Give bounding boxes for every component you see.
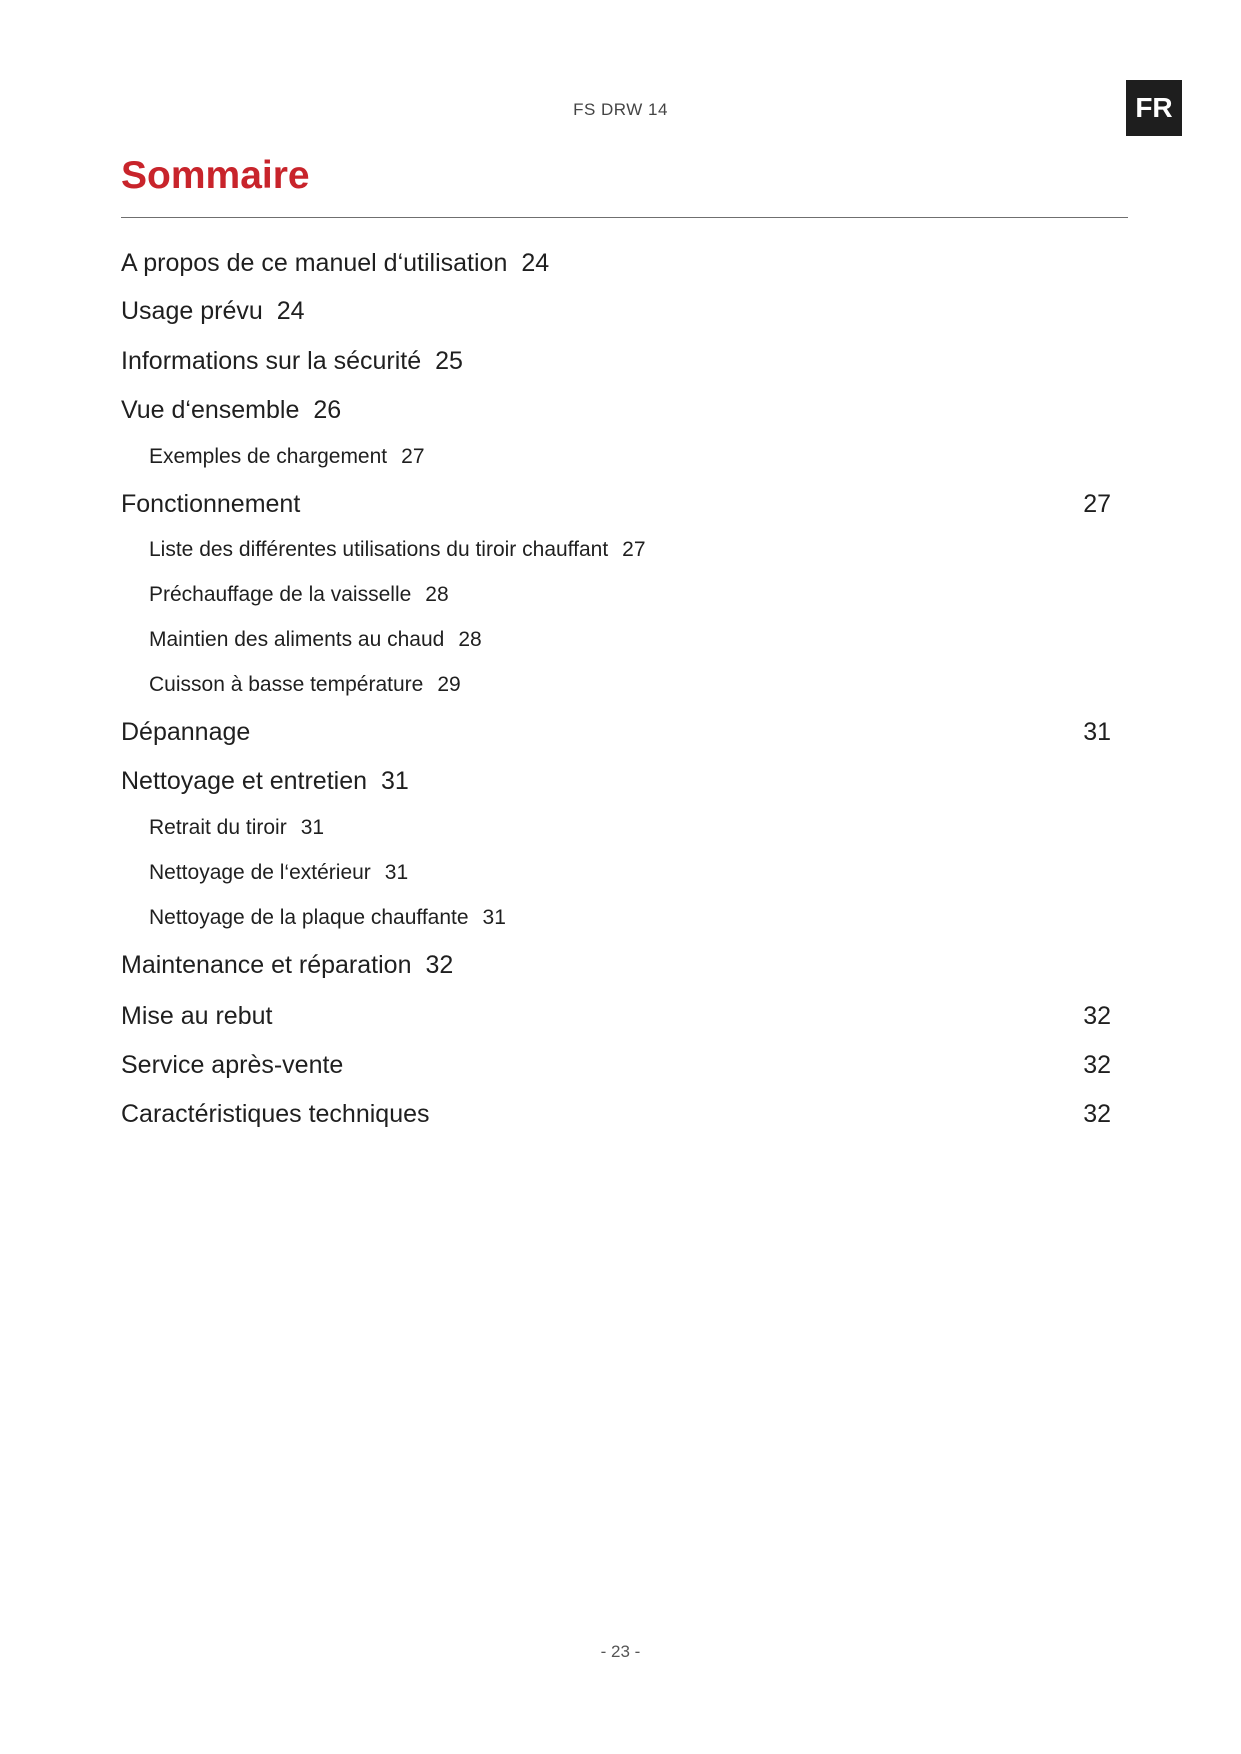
toc-entry-label: Vue d‘ensemble: [121, 396, 300, 424]
title-divider: [121, 217, 1128, 218]
toc-entry-label: Exemples de chargement: [149, 445, 388, 468]
toc-entry-page: 31: [1083, 718, 1111, 746]
toc-entry-label: Liste des différentes utilisations du tiroir chauffant: [149, 538, 609, 561]
toc-entry-label: Caractéristiques techniques: [121, 1100, 430, 1128]
toc-entry-page: 28: [458, 628, 482, 651]
toc-entry[interactable]: [121, 1050, 1121, 1080]
toc-entry[interactable]: [121, 1001, 1121, 1031]
toc-entry-page: 28: [425, 583, 449, 606]
toc-entry[interactable]: [121, 717, 1121, 747]
toc-entry[interactable]: [121, 346, 1121, 376]
toc-entry-page: 32: [1083, 1051, 1111, 1079]
toc-entry-label: Nettoyage de l‘extérieur: [149, 861, 371, 884]
toc-entry[interactable]: [121, 1099, 1121, 1129]
toc-entry-page: 27: [401, 445, 425, 468]
toc-subentry[interactable]: [149, 580, 1149, 610]
toc-entry-label: Nettoyage de la plaque chauffante: [149, 906, 469, 929]
toc-subentry[interactable]: [149, 670, 1149, 700]
toc-entry[interactable]: [121, 950, 1121, 980]
toc-entry-label: Mise au rebut: [121, 1002, 273, 1030]
toc-subentry[interactable]: [149, 858, 1149, 888]
page-number: - 23 -: [600, 1642, 641, 1661]
toc-entry[interactable]: [121, 296, 1121, 326]
toc-entry-label: Cuisson à basse température: [149, 673, 424, 696]
toc-entry-page: 32: [425, 951, 454, 979]
toc-entry-page: 31: [384, 861, 409, 884]
toc-entry-page: 31: [300, 816, 325, 839]
toc-subentry[interactable]: [149, 625, 1149, 655]
toc-subentry[interactable]: [149, 903, 1149, 933]
toc-entry-label: Dépannage: [121, 718, 251, 746]
toc-entry-label: A propos de ce manuel d‘utilisation: [121, 249, 508, 277]
toc-entry[interactable]: [121, 248, 1121, 278]
toc-subentry[interactable]: [149, 813, 1149, 843]
toc-entry-page: 25: [435, 347, 463, 375]
toc-entry-label: Maintenance et réparation: [121, 951, 412, 979]
toc-entry-label: Usage prévu: [121, 297, 263, 325]
toc-entry[interactable]: [121, 489, 1121, 519]
toc-subentry[interactable]: [149, 535, 1149, 565]
toc-entry-page: 31: [482, 906, 506, 929]
toc-entry-label: Informations sur la sécurité: [121, 347, 422, 375]
toc-entry-label: Retrait du tiroir: [149, 816, 287, 839]
toc-entry[interactable]: [121, 395, 1121, 425]
toc-entry-label: Nettoyage et entretien: [121, 767, 367, 795]
toc-entry-page: 24: [276, 297, 305, 325]
toc-entry-label: Préchauffage de la vaisselle: [149, 583, 412, 606]
toc-entry-label: Service après-vente: [121, 1051, 344, 1079]
toc-entry-page: 27: [622, 538, 646, 561]
toc-entry-page: 27: [1083, 490, 1111, 518]
language-badge: FR: [1126, 80, 1182, 136]
toc-entry[interactable]: [121, 766, 1121, 796]
document-code: FS DRW 14: [573, 100, 668, 119]
toc-entry-label: Maintien des aliments au chaud: [149, 628, 445, 651]
toc-entry-page: 32: [1083, 1002, 1111, 1030]
toc-entry-page: 26: [313, 396, 342, 424]
page-title: Sommaire: [121, 154, 310, 197]
toc-entry-page: 31: [381, 767, 409, 795]
toc-entry-page: 29: [437, 673, 461, 696]
toc-entry-label: Fonctionnement: [121, 490, 301, 518]
toc-entry-page: 24: [521, 249, 550, 277]
toc-entry-page: 32: [1083, 1100, 1111, 1128]
toc-subentry[interactable]: [149, 442, 1149, 472]
